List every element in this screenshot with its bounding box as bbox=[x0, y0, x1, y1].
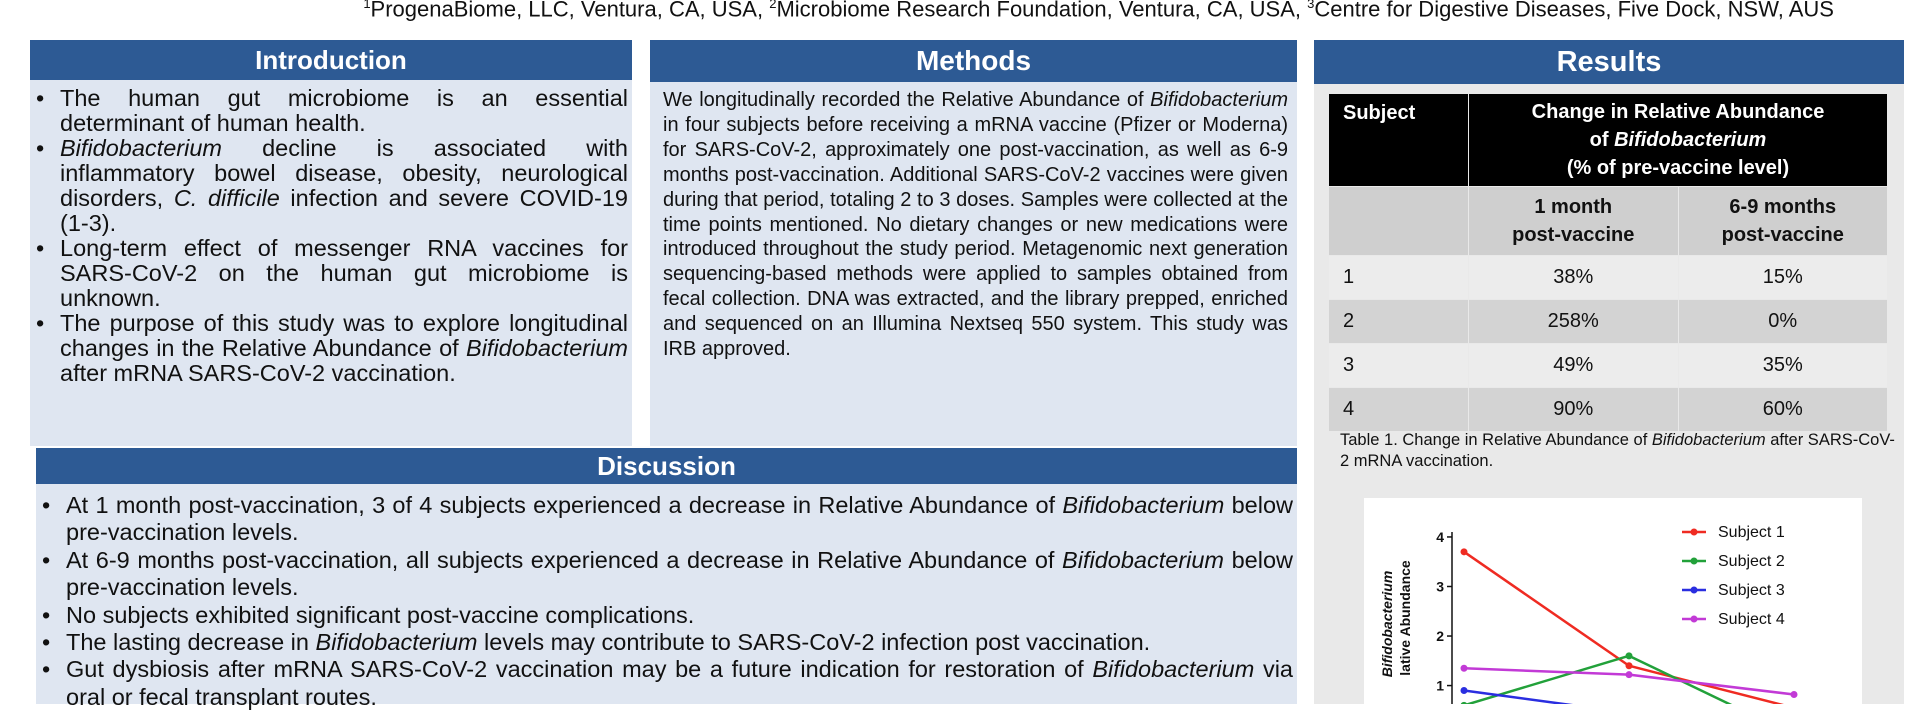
discussion-heading: Discussion bbox=[36, 448, 1297, 484]
table-row bbox=[1329, 388, 1888, 432]
chart-container bbox=[1364, 498, 1862, 704]
affiliation-2: Microbiome Research Foundation, Ventura, CA, USA, bbox=[776, 0, 1308, 22]
data-point bbox=[1461, 687, 1468, 694]
subheader-1-month bbox=[1469, 187, 1679, 256]
cell-1-month: 49% bbox=[1469, 344, 1679, 388]
italic-genus: Bifidobacterium bbox=[466, 335, 628, 361]
affiliations bbox=[0, 0, 1920, 23]
text: after SARS-CoV-2 mRNA vaccination. bbox=[1340, 431, 1895, 470]
table-header-row bbox=[1329, 94, 1888, 187]
introduction-list bbox=[30, 86, 628, 386]
data-point bbox=[1461, 665, 1468, 672]
table-row bbox=[1329, 300, 1888, 344]
text: post-vaccine bbox=[1512, 224, 1635, 246]
header-change-line3: (% of pre-vaccine level) bbox=[1566, 157, 1790, 179]
italic-genus: Bifidobacterium bbox=[60, 135, 222, 161]
disc-bullet-4 bbox=[36, 629, 1293, 656]
data-point bbox=[1626, 662, 1633, 669]
cell-6-9-months: 35% bbox=[1678, 344, 1888, 388]
cell-1-month: 38% bbox=[1469, 256, 1679, 300]
text: The purpose of this study was to explore longitudinal changes in the Relative Abundance of bbox=[60, 310, 628, 361]
text: via oral or fecal transplant routes. bbox=[66, 656, 1293, 710]
y-axis-label-line1: Bifidobacterium bbox=[1379, 570, 1395, 678]
cell-1-month: 90% bbox=[1469, 388, 1679, 432]
y-axis bbox=[1436, 529, 1452, 704]
text: after mRNA SARS-CoV-2 vaccination. bbox=[60, 360, 456, 386]
text: 1 month bbox=[1534, 196, 1613, 218]
disc-bullet-3: • No subjects exhibited significant post-vaccine complications. bbox=[36, 602, 1293, 629]
legend-label: Subject 2 bbox=[1718, 553, 1785, 570]
cell-subject: 1 bbox=[1329, 256, 1469, 300]
y-axis-label bbox=[1379, 560, 1413, 677]
italic-genus: Bifidobacterium bbox=[1651, 431, 1766, 449]
subheader-blank bbox=[1329, 187, 1469, 256]
italic-genus: Bifidobacterium bbox=[1614, 129, 1767, 151]
discussion-panel bbox=[36, 484, 1297, 710]
text: 6-9 months bbox=[1729, 196, 1837, 218]
intro-bullet-2 bbox=[30, 136, 628, 236]
cell-subject: 4 bbox=[1329, 388, 1469, 432]
data-point bbox=[1791, 691, 1798, 698]
header-subject: Subject bbox=[1329, 94, 1469, 187]
legend-label: Subject 4 bbox=[1718, 611, 1785, 628]
methods-paragraph bbox=[663, 88, 1288, 362]
affiliation-1: ProgenaBiome, LLC, Ventura, CA, USA, bbox=[370, 0, 770, 22]
text: decline is associated with inflammatory bowel disease, obesity, neurological disorders, bbox=[60, 135, 628, 211]
legend bbox=[1682, 524, 1785, 628]
text: post-vaccine bbox=[1721, 224, 1844, 246]
affil-sup-2: 2 bbox=[769, 0, 777, 11]
methods-panel bbox=[650, 82, 1297, 446]
table-caption bbox=[1340, 430, 1900, 472]
text: levels may contribute to SARS-CoV-2 infection post vaccination. bbox=[477, 629, 1151, 656]
data-point bbox=[1626, 671, 1633, 678]
text: below pre-vaccination levels. bbox=[66, 492, 1293, 546]
text: below pre-vaccination levels. bbox=[66, 546, 1293, 601]
affil-sup-3: 3 bbox=[1307, 0, 1315, 11]
y-tick-label: 3 bbox=[1436, 578, 1444, 595]
table-row bbox=[1329, 344, 1888, 388]
text: Table 1. Change in Relative Abundance of bbox=[1340, 431, 1652, 449]
header-change-line1: Change in Relative Abundance bbox=[1531, 101, 1825, 123]
text: in four subjects before receiving a mRNA vaccine (Pfizer or Moderna) for SARS-CoV-2, approximately one post-vaccination, as well as 6-9 months post-vaccination. Additional SARS-CoV-2 vaccines were given during that period, totaling 2 to 3 doses. Samples were collected at the time points mentioned. No dietary changes or new medications were introduced throughout the study period. Metagenomic next generation sequencing-based methods were applied to samples obtained from fecal collection. DNA was extracted, and the library prepped, enriched and sequenced on an Illumina Nextseq 550 system. This study was IRB approved. bbox=[663, 113, 1288, 361]
legend-marker bbox=[1691, 587, 1698, 594]
disc-bullet-5 bbox=[36, 656, 1293, 711]
text: of bbox=[1589, 129, 1615, 151]
disc-bullet-1 bbox=[36, 492, 1293, 547]
affil-sup-1: 1 bbox=[363, 0, 371, 11]
text: At 1 month post-vaccination, 3 of 4 subjects experienced a decrease in Relative Abundance of bbox=[66, 492, 1063, 518]
y-tick-label: 2 bbox=[1436, 628, 1444, 645]
disc-bullet-2 bbox=[36, 547, 1293, 602]
intro-bullet-1: • The human gut microbiome is an essential determinant of human health. bbox=[30, 86, 628, 136]
text: infection and severe COVID-19 (1-3). bbox=[60, 185, 628, 236]
y-tick-label: 4 bbox=[1436, 528, 1444, 545]
affiliation-3: Centre for Digestive Diseases, Five Dock, NSW, AUS bbox=[1314, 0, 1834, 22]
italic-genus: Bifidobacterium bbox=[1092, 656, 1255, 683]
italic-genus: Bifidobacterium bbox=[315, 629, 478, 656]
legend-marker bbox=[1691, 616, 1698, 623]
y-axis-label-line2: lative Abundance bbox=[1397, 560, 1413, 676]
cell-subject: 2 bbox=[1329, 300, 1469, 344]
legend-marker bbox=[1691, 529, 1698, 536]
discussion-list bbox=[36, 492, 1293, 711]
methods-heading: Methods bbox=[650, 40, 1297, 82]
series-line-3 bbox=[1464, 691, 1794, 704]
data-point bbox=[1626, 652, 1633, 659]
italic-genus: Bifidobacterium bbox=[1062, 546, 1225, 573]
text: Gut dysbiosis after mRNA SARS-CoV-2 vaccination may be a future indication for restoration of bbox=[66, 656, 1093, 683]
introduction-panel bbox=[30, 80, 632, 446]
table-row bbox=[1329, 256, 1888, 300]
cell-1-month: 258% bbox=[1469, 300, 1679, 344]
line-chart bbox=[1364, 498, 1862, 704]
cell-6-9-months: 60% bbox=[1678, 388, 1888, 432]
results-heading: Results bbox=[1314, 40, 1904, 84]
cell-subject: 3 bbox=[1329, 344, 1469, 388]
legend-label: Subject 1 bbox=[1718, 524, 1785, 541]
intro-bullet-3: • Long-term effect of messenger RNA vaccines for SARS-CoV-2 on the human gut microbiome is unknown. bbox=[30, 236, 628, 311]
header-change bbox=[1469, 94, 1888, 187]
text: We longitudinally recorded the Relative Abundance of bbox=[663, 89, 1151, 111]
legend-marker bbox=[1691, 558, 1698, 565]
cell-6-9-months: 0% bbox=[1678, 300, 1888, 344]
intro-bullet-4 bbox=[30, 311, 628, 386]
header-change-line2 bbox=[1477, 126, 1879, 154]
italic-genus: Bifidobacterium bbox=[1062, 492, 1225, 518]
legend-label: Subject 3 bbox=[1718, 582, 1785, 599]
italic-species: C. difficile bbox=[173, 185, 280, 211]
subheader-6-9-months bbox=[1678, 187, 1888, 256]
introduction-heading: Introduction bbox=[30, 40, 632, 80]
text: The lasting decrease in bbox=[66, 629, 316, 656]
y-tick-label: 1 bbox=[1436, 677, 1444, 694]
data-point bbox=[1461, 548, 1468, 555]
results-table bbox=[1328, 93, 1888, 432]
cell-6-9-months: 15% bbox=[1678, 256, 1888, 300]
text: At 6-9 months post-vaccination, all subjects experienced a decrease in Relative Abundance of bbox=[66, 546, 1063, 573]
table-subheader-row bbox=[1329, 187, 1888, 256]
italic-genus: Bifidobacterium bbox=[1150, 89, 1288, 111]
